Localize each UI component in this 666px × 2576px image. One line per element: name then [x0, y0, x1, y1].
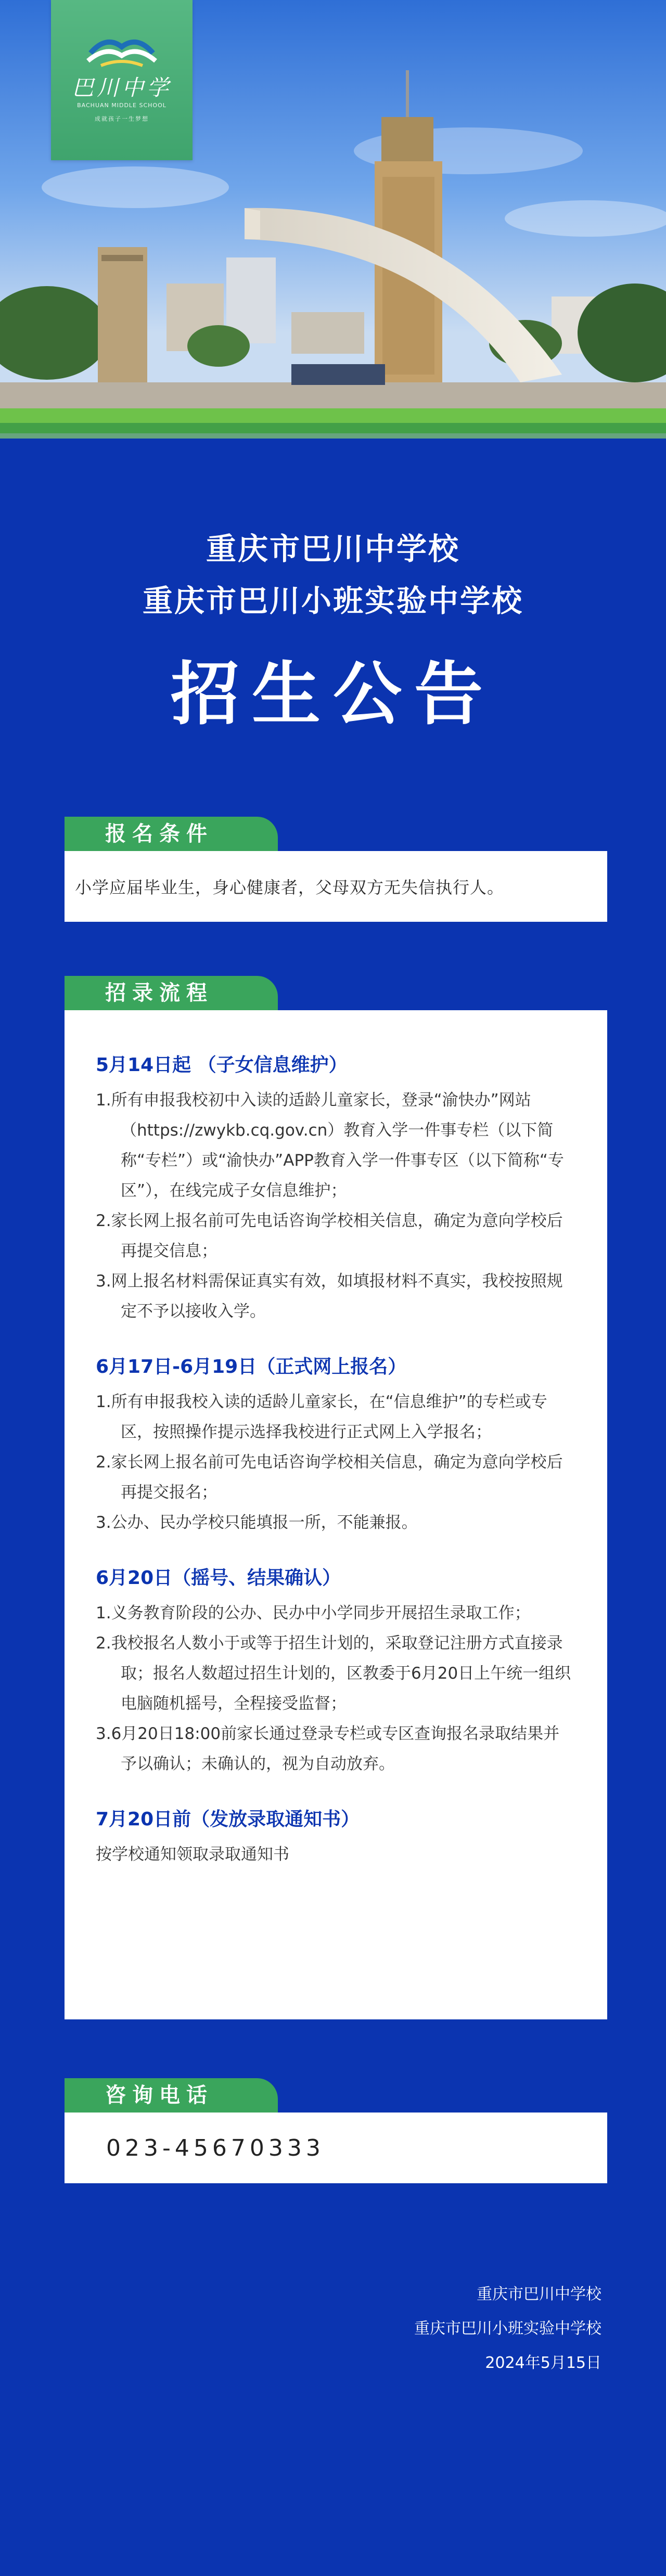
phase-item: 2.家长网上报名前可先电话咨询学校相关信息，确定为意向学校后再提交信息； [96, 1212, 563, 1260]
phase-text: 按学校通知领取录取通知书 [96, 1845, 289, 1864]
hero-banner [0, 0, 666, 476]
logo-emblem-icon [85, 32, 158, 69]
process-content [96, 1052, 574, 1897]
section-tab-process: 招录流程 [65, 976, 278, 1010]
logo-slogan: 成就孩子一生梦想 [95, 115, 149, 122]
section-tab-conditions: 报名条件 [65, 817, 278, 851]
phase-title: 7月20日前（发放录取通知书） [96, 1809, 360, 1830]
phase-title: 6月20日（摇号、结果确认） [96, 1567, 341, 1589]
phase-item: 2.家长网上报名前可先电话咨询学校相关信息，确定为意向学校后再提交报名； [96, 1453, 563, 1502]
footer-school-1: 重庆市巴川中学校 [477, 2285, 601, 2303]
phase-item: 1.义务教育阶段的公办、民办中小学同步开展招生录取工作； [96, 1604, 531, 1622]
conditions-text: 小学应届毕业生，身心健康者，父母双方无失信执行人。 [75, 878, 505, 897]
footer-school-2: 重庆市巴川小班实验中学校 [414, 2320, 601, 2338]
section-tab-contact: 咨询电话 [65, 2078, 278, 2113]
phase-admission-notice [96, 1806, 574, 1870]
logo-text: 巴川中学 [71, 75, 172, 100]
phase-title: 6月17日-6月19日（正式网上报名） [96, 1356, 407, 1377]
contact-box [65, 2113, 607, 2183]
phase-online-registration [96, 1354, 574, 1538]
phase-title: 5月14日起 （子女信息维护） [96, 1054, 348, 1076]
process-box [65, 1010, 607, 2019]
phase-item: 3.网上报名材料需保证真实有效，如填报材料不真实，我校按照规定不予以接收入学。 [96, 1272, 563, 1321]
phase-item: 3.公办、民办学校只能填报一所，不能兼报。 [96, 1513, 418, 1532]
footer-date: 2024年5月15日 [485, 2354, 601, 2372]
conditions-box [65, 851, 607, 922]
phone-number[interactable]: 023-45670333 [106, 2134, 325, 2161]
phase-lottery-confirmation [96, 1565, 574, 1779]
phase-item: 3.6月20日18:00前家长通过登录专栏或专区查询报名录取结果并予以确认；未确认的，视为自动放弃。 [96, 1724, 560, 1773]
school-names [0, 523, 666, 627]
school-logo [51, 0, 193, 160]
page-title: 招生公告 [171, 654, 495, 735]
phase-item: 2.我校报名人数小于或等于招生计划的，采取登记注册方式直接录取；报名人数超过招生计划的，区教委于6月20日上午统一组织电脑随机摇号，全程接受监督； [96, 1634, 571, 1713]
school-name-1: 重庆市巴川中学校 [206, 531, 460, 566]
school-name-2: 重庆市巴川小班实验中学校 [142, 583, 523, 619]
logo-english: BACHUAN MIDDLE SCHOOL [77, 102, 166, 109]
phase-info-maintenance [96, 1052, 574, 1326]
footer-signature [414, 2277, 601, 2380]
phase-item: 1.所有申报我校入读的适龄儿童家长，在“信息维护”的专栏或专区，按照操作提示选择我校进行正式网上入学报名； [96, 1393, 547, 1441]
phase-item: 1.所有申报我校初中入读的适龄儿童家长，登录“渝快办”网站（https://zwykb.cq.gov.cn）教育入学一件事专栏（以下简称“专栏”）或“渝快办”APP教育入学一件事专区（以下简称“专区”），在线完成子女信息维护； [96, 1091, 564, 1200]
